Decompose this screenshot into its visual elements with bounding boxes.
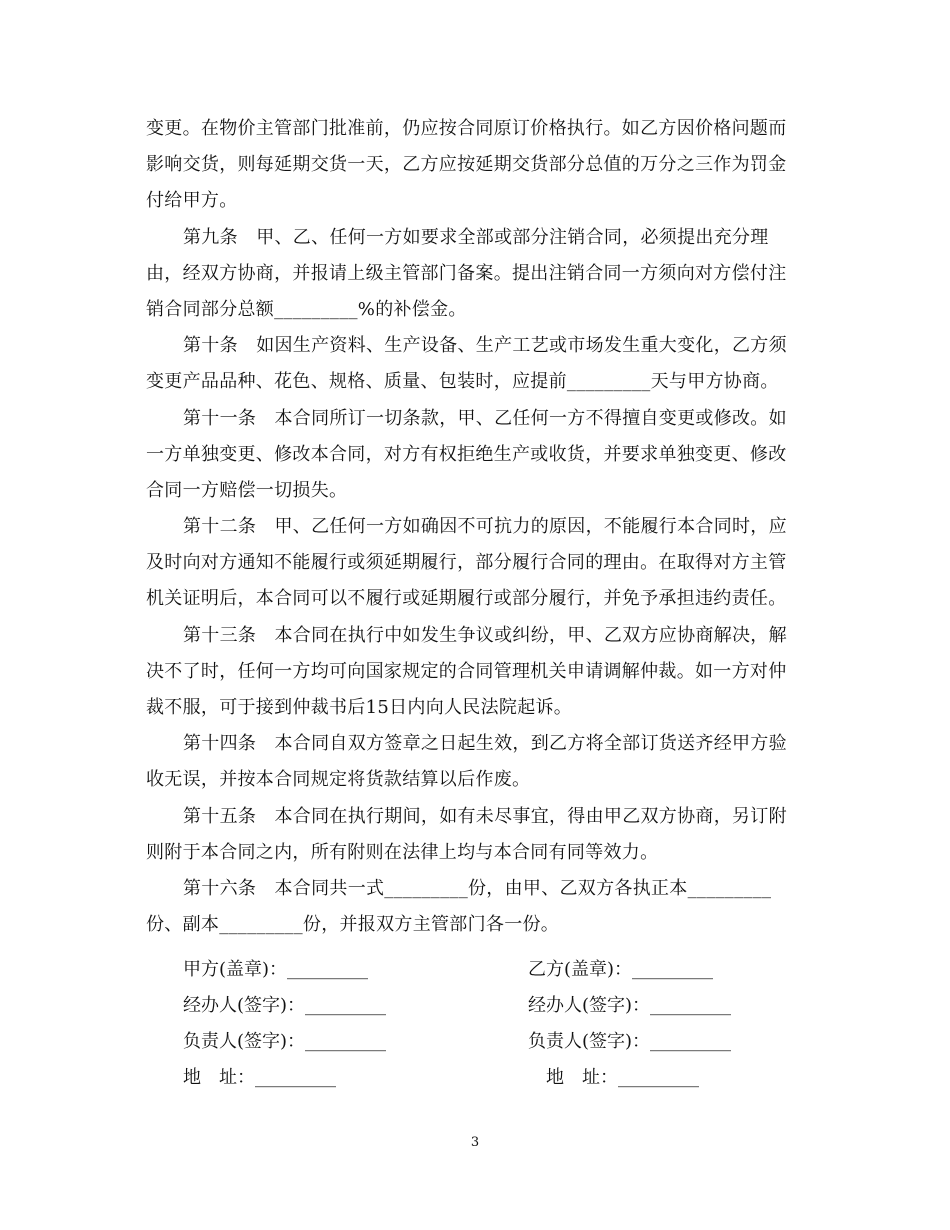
text-line: 决不了时，任何一方均可向国家规定的合同管理机关申请调解仲裁。如一方对仲	[146, 660, 787, 682]
text-line: 第十条 如因生产资料、生产设备、生产工艺或市场发生重大变化，乙方须	[183, 335, 787, 357]
party-a-agent-field: 经办人(签字)：_________	[183, 995, 387, 1016]
text-line: 销合同部分总额_________%的补偿金。	[146, 298, 467, 320]
signature-row-seal	[183, 952, 823, 988]
text-line: 及时向对方通知不能履行或须延期履行，部分履行合同的理由。在取得对方主管	[146, 552, 787, 574]
party-b-agent-field: 经办人(签字)：_________	[528, 995, 732, 1016]
party-b-principal-field: 负责人(签字)：_________	[528, 1031, 732, 1052]
text-line: 则附于本合同之内，所有附则在法律上均与本合同有同等效力。	[146, 841, 659, 863]
signature-row-principal	[183, 1024, 823, 1060]
signature-row-address	[183, 1060, 823, 1096]
party-a-principal-field: 负责人(签字)：_________	[183, 1031, 387, 1052]
party-a-seal-field: 甲方(盖章)：_________	[183, 959, 369, 980]
text-line: 第十一条 本合同所订一切条款，甲、乙任何一方不得擅自变更或修改。如	[183, 407, 787, 429]
text-line: 收无误，并按本合同规定将货款结算以后作废。	[146, 769, 531, 791]
text-line: 变更产品品种、花色、规格、质量、包装时，应提前_________天与甲方协商。	[146, 371, 779, 393]
party-a-address-field: 地 址：_________	[183, 1067, 336, 1088]
party-b-seal-field: 乙方(盖章)：_________	[528, 959, 714, 980]
contract-body	[146, 111, 806, 943]
text-line: 第十六条 本合同共一式_________份，由甲、乙双方各执正本_________	[183, 877, 772, 899]
text-line: 份、副本_________份，并报双方主管部门各一份。	[146, 914, 560, 936]
text-line: 第十三条 本合同在执行中如发生争议或纠纷，甲、乙双方应协商解决，解	[183, 624, 787, 646]
page-number: 3	[470, 1135, 480, 1150]
text-line: 裁不服，可于接到仲裁书后15日内向人民法院起诉。	[146, 697, 573, 718]
text-line: 第十四条 本合同自双方签章之日起生效，到乙方将全部订货送齐经甲方验	[183, 733, 787, 755]
signature-row-agent	[183, 988, 823, 1024]
party-b-address-field: 地 址：_________	[546, 1067, 699, 1088]
text-line: 机关证明后，本合同可以不履行或延期履行或部分履行，并免予承担违约责任。	[146, 588, 787, 610]
text-line: 第十二条 甲、乙任何一方如确因不可抗力的原因，不能履行本合同时，应	[183, 516, 787, 538]
text-line: 第十五条 本合同在执行期间，如有未尽事宜，得由甲乙双方协商，另订附	[183, 805, 787, 827]
text-line: 一方单独变更、修改本合同，对方有权拒绝生产或收货，并要求单独变更、修改	[146, 443, 787, 465]
text-line: 变更。在物价主管部门批准前，仍应按合同原订价格执行。如乙方因价格问题而	[146, 118, 787, 139]
text-line: 由，经双方协商，并报请上级主管部门备案。提出注销合同一方须向对方偿付注	[146, 262, 787, 284]
text-line: 合同一方赔偿一切损失。	[146, 479, 348, 501]
text-line: 影响交货，则每延期交货一天，乙方应按延期交货部分总值的万分之三作为罚金	[146, 154, 787, 176]
text-line: 第九条 甲、乙、任何一方如要求全部或部分注销合同，必须提出充分理	[183, 226, 769, 248]
text-line: 付给甲方。	[146, 190, 238, 212]
